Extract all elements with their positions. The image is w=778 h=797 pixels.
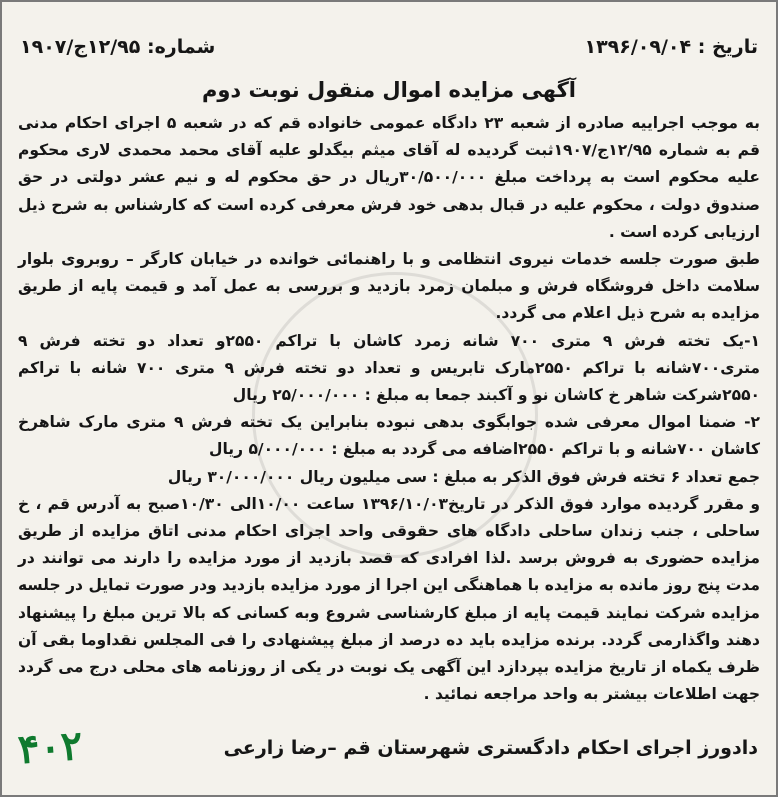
date-label: تاریخ : ۱۳۹۶/۰۹/۰۴ (584, 36, 758, 58)
paragraph-total: جمع تعداد ۶ تخته فرش فوق الذکر به مبلغ : سی میلیون ریال ۳۰/۰۰۰/۰۰۰ ریال (167, 467, 760, 486)
notice-body (18, 110, 760, 708)
paragraph-inspection: طبق صورت جلسه خدمات نیروی انتظامی و با راهنمائی خوانده در خیابان کارگر – روبروی بلوار سلامت داخل فروشگاه فرش و مبلمان زمرد بازدید و بررسی به عمل آمد و قیمت پایه از طریق مزایده به شرح ذیل اعلام می گردد. (18, 250, 760, 323)
handwritten-number: ۴۰۲ (16, 721, 85, 774)
notice-header (20, 36, 758, 58)
paragraph-item-1: ۱-یک تخته فرش ۹ متری ۷۰۰ شانه زمرد کاشان با تراکم ۲۵۵۰و تعداد دو تخته فرش ۹ متری۷۰۰شانه با تراکم ۲۵۵۰مارک تابریس و تعداد دو تخته فرش ۹ متری ۷۰۰ شانه با تراکم ۲۵۵۰شرکت شاهر خ کاشان نو و آکبند جمعا به مبلغ : ۲۵/۰۰۰/۰۰۰ ریال (18, 331, 760, 405)
notice-footer (16, 721, 758, 774)
paragraph-auction-terms: و مقرر گردیده موارد فوق الذکر در تاریخ۱۳۹۶/۱۰/۰۳ ساعت ۱۰/۰۰الی ۱۰/۳۰صبح به آدرس قم ، خ ساحلی ، جنب زندان ساحلی دادگاه های حقوقی واحد اجرای احکام مدنی اتاق مزایده از طریق مزایده حضوری به فروش برسد .لذا افرادی که قصد بازدید از مورد مزایده را دارند می توانند در مدت پنج روز مانده به مزایده با هماهنگی این اجرا از مورد مزایده بازدید ودر صورت تمایل در جلسه مزایده شرکت نمایند قیمت پایه از مبلغ کارشناسی شروع وبه کسانی که بالا ترین مبلغ را پیشنهاد دهند واگذارمی گردد. برنده مزایده باید ده درصد از مبلغ پیشنهادی را فی المجلس نقداوما بقی آن ظرف یکماه از تاریخ مزایده بپردازد این آگهی یک نوبت در یکی از روزنامه های محلی درج می گردد جهت اطلاعات بیشتر به واحد مراجعه نمائید . (18, 494, 760, 704)
notice-title: آگهی مزایده اموال منقول نوبت دوم (201, 78, 576, 102)
signature: دادورز اجرای احکام دادگستری شهرستان قم –رضا زارعی (223, 736, 758, 759)
paragraph-item-2: ۲- ضمنا اموال معرفی شده جوابگوی بدهی نبوده بنابراین یک تخته فرش ۹ متری مارک شاهرخ کاشان ۷۰۰شانه و با تراکم ۲۵۵۰اضافه می گردد به مبلغ : ۵/۰۰۰/۰۰۰ ریال (18, 413, 760, 459)
paragraph-intro: به موجب اجراییه صادره از شعبه ۲۳ دادگاه عمومی خانواده قم که در شعبه ۵ اجرای احکام مدنی قم به شماره ۱۲/۹۵ج/۱۹۰۷ثبت گردیده له آقای میثم بیگدلو علیه آقای محمد محمدی لاری محکوم علیه محکوم است به پرداخت مبلغ ۳۰/۵۰۰/۰۰۰ریال در حق محکوم له و نیم عشر دولتی در حق صندوق دولت ، محکوم علیه در قبال بدهی خود فرش معرفی کرده است که کارشناس به شرح ذیل ارزیابی کرده است . (18, 114, 760, 241)
number-label: شماره: ۱۲/۹۵ج/۱۹۰۷ (20, 36, 216, 58)
